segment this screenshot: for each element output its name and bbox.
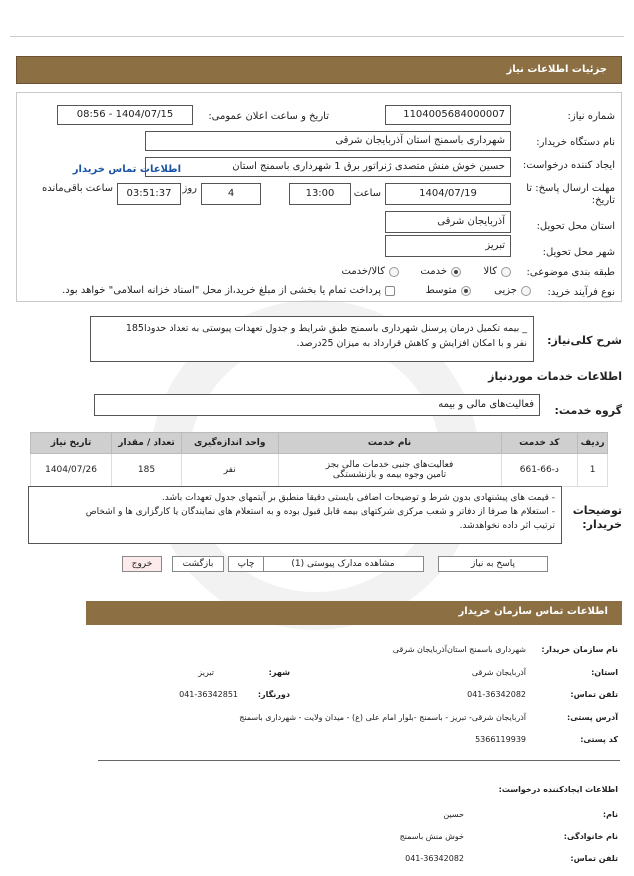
contact-postal-label: کد پستی:: [580, 735, 618, 744]
cell-name: [278, 454, 501, 487]
contact-fax-value: 041-36342851: [179, 690, 238, 699]
creator-phone-value: 041-36342082: [405, 854, 464, 863]
remaining-time-field: 03:51:37: [117, 183, 181, 205]
col-code: کد خدمت: [501, 433, 578, 454]
contact-province-label: استان:: [591, 668, 618, 677]
need-number-label: شماره نیاز:: [567, 111, 615, 122]
remaining-time-label: ساعت باقی‌مانده: [41, 183, 113, 194]
days-label: روز: [182, 183, 197, 194]
buyer-org-field: شهرداری باسمنج استان آذربایجان شرقی: [145, 131, 511, 151]
details-title-bar: [16, 56, 622, 84]
time-label: ساعت: [353, 188, 381, 199]
contact-fax-label: دورنگار:: [257, 690, 290, 699]
treasury-note: پرداخت تمام یا بخشی از مبلغ خرید،از محل "اسناد خزانه اسلامی" خواهد بود.: [62, 285, 381, 296]
creator-field: حسین خوش منش متصدی ژنراتور برق 1 شهرداری باسمنج استان: [145, 157, 511, 177]
province-field: آذربایجان شرقی: [385, 211, 511, 233]
deadline-time-field: 13:00: [289, 183, 351, 205]
creator-phone-label: تلفن تماس:: [570, 854, 618, 863]
cell-date: 1404/07/26: [31, 454, 112, 487]
city-field: تبریز: [385, 235, 511, 257]
view-attachments-button[interactable]: مشاهده مدارک پیوستی (1): [262, 556, 424, 572]
category-option-goods-service: کالا/خدمت: [341, 266, 385, 277]
col-qty: تعداد / مقدار: [112, 433, 182, 454]
category-option-service: خدمت: [420, 266, 447, 277]
creator-family-label: نام خانوادگی:: [563, 832, 618, 841]
treasury-checkbox[interactable]: [385, 286, 395, 296]
creator-name-value: حسین: [443, 810, 464, 819]
contact-province-value: آذربایجان شرقی: [471, 668, 526, 677]
province-label: استان محل تحویل:: [536, 221, 615, 232]
contact-divider: [98, 760, 620, 761]
process-label: نوع فرآیند خرید:: [547, 287, 615, 298]
back-button[interactable]: بازگشت: [172, 556, 224, 572]
category-radio-goods[interactable]: [501, 267, 511, 277]
contact-org-label: نام سازمان خریدار:: [541, 645, 618, 654]
services-section-title: اطلاعات خدمات موردنیاز: [488, 370, 622, 383]
col-row: ردیف: [578, 433, 608, 454]
category-label: طبقه بندی موضوعی:: [526, 267, 615, 278]
cell-unit: نفر: [181, 454, 278, 487]
deadline-label: مهلت ارسال پاسخ: تا تاریخ:: [526, 183, 615, 206]
buyer-notes-label: توضیحات خریدار:: [572, 504, 622, 531]
contact-title-bar: [86, 601, 622, 625]
category-radio-service[interactable]: [451, 267, 461, 277]
contact-city-label: شهر:: [268, 668, 290, 677]
contact-address-value: آذربایجان شرقی- تبریز - باسمنج -بلوار امام علی (ع) - میدان ولایت - شهرداری باسمنج: [239, 713, 526, 722]
contact-address-label: آدرس پستی:: [567, 713, 618, 722]
process-radio-medium[interactable]: [461, 286, 471, 296]
cell-qty: 185: [112, 454, 182, 487]
creator-family-value: خوش منش باسمنج: [399, 832, 464, 841]
contact-phone-value: 041-36342082: [467, 690, 526, 699]
buyer-notes-line-2: - استعلام ها صرفا از دفاتر و شعب مرکزی شرکتهای بیمه قابل قبول بوده و به استعلام های نمایندگان یا کارگزاری ها و اشخاص: [85, 507, 555, 517]
reply-button[interactable]: پاسخ به نیاز: [438, 556, 548, 572]
creator-label: ایجاد کننده درخواست:: [522, 160, 615, 171]
exit-button[interactable]: خروج: [122, 556, 162, 572]
category-option-goods: کالا: [483, 266, 497, 277]
details-frame: [16, 92, 622, 302]
cell-row: 1: [578, 454, 608, 487]
contact-city-value: تبریز: [198, 668, 214, 677]
creator-info-title: اطلاعات ایجادکننده درخواست:: [498, 785, 618, 794]
services-table: [30, 432, 608, 487]
table-row: [31, 454, 608, 487]
summary-label: شرح کلی‌نیاز:: [547, 334, 622, 347]
col-date: تاریخ نیاز: [31, 433, 112, 454]
buyer-org-label: نام دستگاه خریدار:: [536, 137, 615, 148]
contact-phone-label: تلفن تماس:: [570, 690, 618, 699]
contact-org-value: شهرداری باسمنج استان‌آذربایجان شرقی: [392, 645, 526, 654]
process-option-medium: متوسط: [425, 285, 457, 296]
col-unit: واحد اندازه‌گیری: [181, 433, 278, 454]
buyer-notes-box: [28, 486, 562, 544]
city-label: شهر محل تحویل:: [542, 247, 615, 258]
page-title: جزئیات اطلاعات نیاز: [506, 64, 607, 75]
deadline-date-field: 1404/07/19: [385, 183, 511, 205]
buyer-notes-line-3: ترتیب اثر داده نخواهدشد.: [459, 521, 555, 531]
summary-line-2: نفر و با امکان افزایش و کاهش قرارداد به میزان 25درصد.: [296, 338, 527, 349]
need-number-field: 1104005684000007: [385, 105, 511, 125]
service-group-field: فعالیت‌های مالی و بیمه: [94, 394, 540, 416]
contact-title: اطلاعات تماس سازمان خریدار: [458, 606, 608, 617]
cell-code: د-66-661: [501, 454, 578, 487]
contact-postal-value: 5366119939: [475, 735, 526, 744]
buyer-contact-link[interactable]: اطلاعات تماس خریدار: [72, 164, 181, 175]
table-header-row: [31, 433, 608, 454]
creator-name-label: نام:: [602, 810, 618, 819]
print-button[interactable]: چاپ: [228, 556, 264, 572]
announce-label: تاریخ و ساعت اعلان عمومی:: [208, 111, 329, 122]
process-radio-minor[interactable]: [521, 286, 531, 296]
process-option-minor: جزیی: [494, 285, 517, 296]
buyer-notes-line-1: - قیمت های پیشنهادی بدون شرط و توضیحات اضافی بایستی دقیقا منطبق بر آیتمهای جدول تعهدات باشد.: [161, 493, 555, 503]
days-field: 4: [201, 183, 261, 205]
cell-name-line-2: تامین وجوه بیمه و بازنشستگی: [332, 470, 447, 480]
summary-box: [90, 316, 534, 362]
cell-name-line-1: فعالیت‌های جنبی خدمات مالی بجز: [325, 460, 454, 470]
service-group-label: گروه خدمت:: [554, 404, 622, 417]
top-divider: [10, 36, 624, 37]
col-name: نام خدمت: [278, 433, 501, 454]
announce-field: 1404/07/15 - 08:56: [57, 105, 193, 125]
summary-line-1: _ بیمه تکمیل درمان پرسنل شهرداری باسمنج طبق شرایط و جدول تعهدات پیوستی به تعداد حدودا185: [125, 323, 527, 334]
category-radio-goods-service[interactable]: [389, 267, 399, 277]
